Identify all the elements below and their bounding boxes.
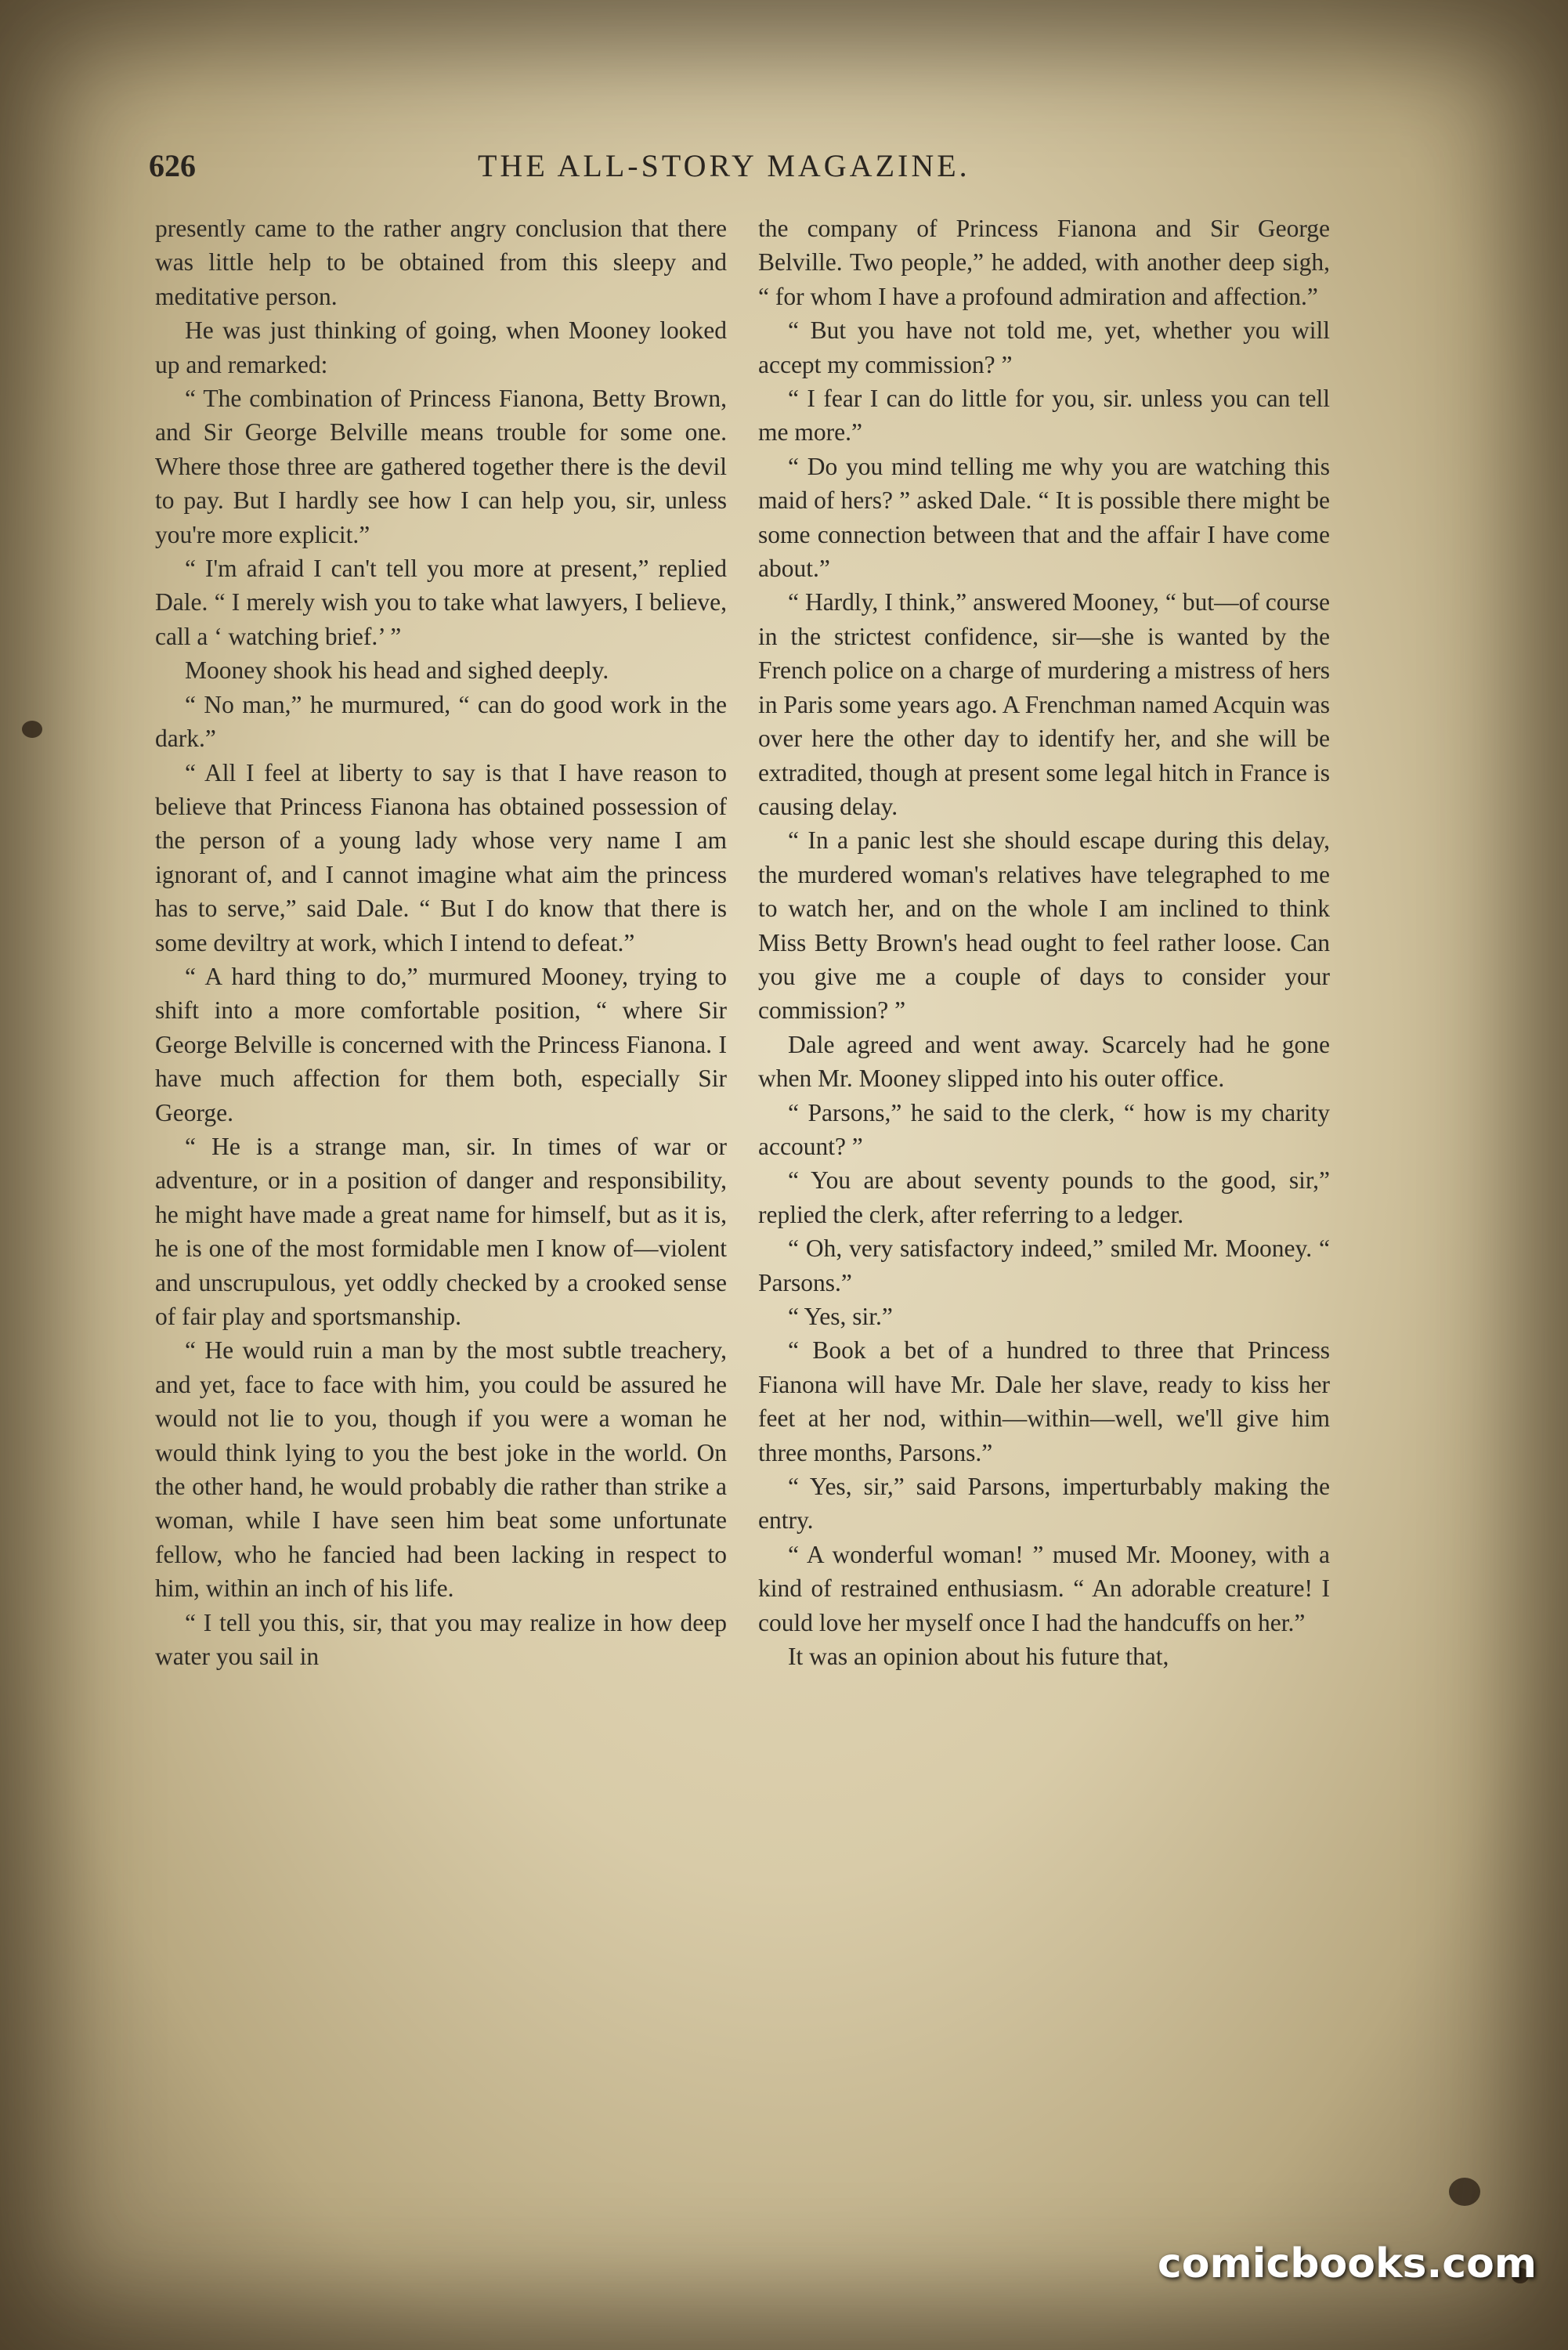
- paragraph: “ Hardly, I think,” answered Mooney, “ but—of course in the strictest confidence, sir—she is wanted by the French police on a charge of murdering a mistress of hers in Paris some years ago. A Frenchman named Acquin was over here the other day to identify her, and she will be extradited, though at present some legal hitch in France is causing delay.: [758, 588, 1330, 820]
- paragraph: “ Book a bet of a hundred to three that Princess Fianona will have Mr. Dale her slave, ready to kiss her feet at her nod, within—within—well, we'll give him three months, Parsons.”: [758, 1336, 1330, 1466]
- paragraph: the company of Princess Fianona and Sir George Belville. Two people,” he added, with another deep sigh, “ for whom I have a profound admiration and affection.”: [758, 215, 1330, 310]
- paragraph: “ Oh, very satisfactory indeed,” smiled Mr. Mooney. “ Parsons.”: [758, 1235, 1330, 1296]
- page-number: 626: [149, 148, 196, 183]
- paragraph: “ Yes, sir,” said Parsons, imperturbably making the entry.: [758, 1473, 1330, 1535]
- page-header: [149, 141, 1355, 196]
- paragraph: “ He is a strange man, sir. In times of war or adventure, or in a position of danger and responsibility, he might have made a great name for himself, but as it is, he is one of the most formidable men I know of—violent and unscrupulous, yet oddly checked by a crooked sense of fair play and sportsmanship.: [155, 1132, 727, 1330]
- paragraph: “ I tell you this, sir, that you may realize in how deep water you sail in: [155, 1608, 727, 1671]
- paragraph: It was an opinion about his future that,: [788, 1643, 1169, 1671]
- paragraph: Mooney shook his head and sighed deeply.: [185, 656, 609, 685]
- watermark: comicbooks.com: [1157, 2240, 1537, 2287]
- paragraph: presently came to the rather angry conclusion that there was little help to be obtained from this sleepy and meditative person.: [155, 215, 727, 310]
- ink-spot: [22, 721, 42, 738]
- paragraph: “ You are about seventy pounds to the good, sir,” replied the clerk, after referring to a ledger.: [758, 1166, 1330, 1228]
- left-column: [155, 212, 727, 1673]
- paragraph: “ Yes, sir.”: [788, 1303, 893, 1330]
- paragraph: “ I fear I can do little for you, sir. unless you can tell me more.”: [758, 385, 1330, 446]
- paragraph: “ In a panic lest she should escape during this delay, the murdered woman's relatives have telegraphed to me to watch her, and on the whole I am inclined to think Miss Betty Brown's head ought to feel rather loose. Can you give me a couple of days to consider your commission? ”: [758, 826, 1330, 1025]
- paragraph: “ All I feel at liberty to say is that I have reason to believe that Princess Fianona has obtained possession of the person of a young lady whose very name I am ignorant of, and I cannot imagine what aim the princess has to serve,” said Dale. “ But I do know that there is some deviltry at work, which I intend to defeat.”: [155, 758, 727, 956]
- paragraph: “ He would ruin a man by the most subtle treachery, and yet, face to face with him, you could be assured he would not lie to you, though if you were a woman he would think lying to you the best joke in the world. On the other hand, he would probably die rather than strike a woman, while I have seen him beat some unfortunate fellow, who he fancied had been lacking in respect to him, within an inch of his life.: [155, 1336, 727, 1603]
- paragraph: “ The combination of Princess Fianona, Betty Brown, and Sir George Belville means trouble for some one. Where those three are gathered together there is the devil to pay. But I hardly see how I can help you, sir, unless you're more explicit.”: [155, 385, 727, 548]
- paragraph: Dale agreed and went away. Scarcely had he gone when Mr. Mooney slipped into his outer office.: [758, 1030, 1330, 1093]
- paragraph: He was just thinking of going, when Mooney looked up and remarked:: [155, 316, 727, 378]
- paragraph: “ I'm afraid I can't tell you more at present,” replied Dale. “ I merely wish you to take what lawyers, I believe, call a ‘ watching brief.’ ”: [155, 555, 727, 650]
- ink-spot: [1449, 2178, 1480, 2206]
- paragraph: “ A wonderful woman! ” mused Mr. Mooney, with a kind of restrained enthusiasm. “ An adorable creature! I could love her myself once I had the handcuffs on her.”: [758, 1540, 1330, 1636]
- paragraph: “ Do you mind telling me why you are watching this maid of hers? ” asked Dale. “ It is possible there might be some connection between that and the affair I have come about.”: [758, 452, 1330, 583]
- right-column: [758, 212, 1330, 1673]
- paragraph: “ A hard thing to do,” murmured Mooney, trying to shift into a more comfortable position, “ where Sir George Belville is concerned with the Princess Fianona. I have much affection for them both, especially Sir George.: [155, 962, 727, 1126]
- paragraph: “ But you have not told me, yet, whether you will accept my commission? ”: [758, 316, 1330, 378]
- running-title: THE ALL-STORY MAGAZINE.: [478, 148, 970, 183]
- paragraph: “ No man,” he murmured, “ can do good work in the dark.”: [155, 690, 727, 753]
- paragraph: “ Parsons,” he said to the clerk, “ how is my charity account? ”: [758, 1098, 1330, 1160]
